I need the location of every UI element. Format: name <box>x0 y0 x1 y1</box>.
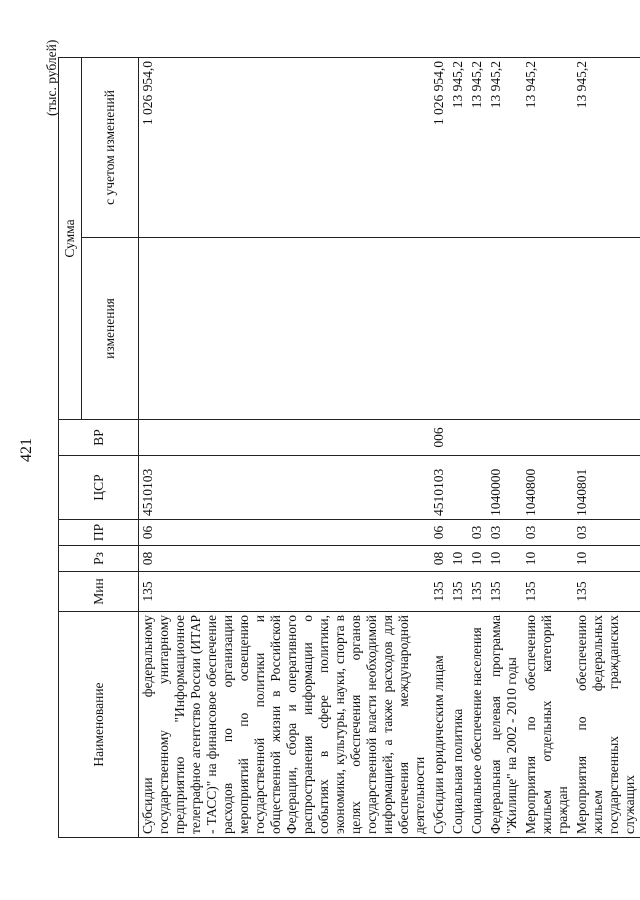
cell-rz: 10 <box>522 546 573 572</box>
cell-csr: 1040800 <box>522 456 573 520</box>
cell-rz: 10 <box>468 546 487 572</box>
cell-vr <box>139 420 431 456</box>
cell-vr <box>573 420 640 456</box>
cell-with-changes: 13 945,2 <box>573 57 640 237</box>
table-row <box>573 57 640 837</box>
header-sum-group: Сумма <box>59 57 82 419</box>
cell-name: Мероприятия по обеспечению жильем отдельных категорий граждан <box>522 612 573 838</box>
cell-min: 135 <box>487 572 522 612</box>
cell-csr <box>449 456 468 520</box>
budget-table <box>58 57 640 838</box>
cell-csr: 1040000 <box>487 456 522 520</box>
cell-rz: 10 <box>487 546 522 572</box>
header-vr: ВР <box>59 420 139 456</box>
cell-vr <box>449 420 468 456</box>
cell-rz: 10 <box>449 546 468 572</box>
cell-vr: 006 <box>430 420 449 456</box>
cell-name: Субсидии федеральному государственному унитарному предприятию "Информационное телеграфное агентство России (ИТАР - ТАСС)" на финансовое обеспечение расходов по организации мероприятий по освещению государственной политики и общественной жизни в Российской Федерации, сбора и оперативного распространения информации о событиях в сфере политики, экономики, культуры, науки, спорта в целях обеспечения органов государственной власти необходимой информацией, а также расходов для обеспечения международной деятельности <box>139 612 431 838</box>
cell-changes <box>449 238 468 420</box>
cell-pr <box>449 520 468 546</box>
cell-min: 135 <box>449 572 468 612</box>
cell-csr: 4510103 <box>430 456 449 520</box>
header-with-changes: с учетом изменений <box>82 57 139 237</box>
cell-with-changes: 13 945,2 <box>522 57 573 237</box>
page-number: 421 <box>18 438 35 462</box>
cell-with-changes: 1 026 954,0 <box>430 57 449 237</box>
cell-changes <box>573 238 640 420</box>
cell-min: 135 <box>430 572 449 612</box>
header-csr: ЦСР <box>59 456 139 520</box>
table-row <box>487 57 522 837</box>
header-pr: ПР <box>59 520 139 546</box>
header-min: Мин <box>59 572 139 612</box>
cell-changes <box>430 238 449 420</box>
cell-with-changes: 13 945,2 <box>468 57 487 237</box>
cell-name: Социальная политика <box>449 612 468 838</box>
cell-changes <box>487 238 522 420</box>
table-row <box>430 57 449 837</box>
header-row-top <box>59 57 82 837</box>
cell-with-changes: 13 945,2 <box>487 57 522 237</box>
table-row <box>139 57 431 837</box>
cell-name: Социальное обеспечение населения <box>468 612 487 838</box>
cell-min: 135 <box>468 572 487 612</box>
cell-csr: 4510103 <box>139 456 431 520</box>
table-row <box>522 57 573 837</box>
cell-pr: 06 <box>430 520 449 546</box>
cell-changes <box>139 238 431 420</box>
cell-pr: 03 <box>487 520 522 546</box>
cell-min: 135 <box>522 572 573 612</box>
cell-pr: 03 <box>522 520 573 546</box>
cell-with-changes: 13 945,2 <box>449 57 468 237</box>
header-rz: Рз <box>59 546 139 572</box>
cell-pr: 03 <box>468 520 487 546</box>
cell-name: Мероприятия по обеспечению жильем федеральных государственных гражданских служащих <box>573 612 640 838</box>
cell-changes <box>468 238 487 420</box>
cell-name: Федеральная целевая программа "Жилище" на 2002 - 2010 годы <box>487 612 522 838</box>
table-row <box>449 57 468 837</box>
header-name: Наименование <box>59 612 139 838</box>
cell-min: 135 <box>573 572 640 612</box>
cell-vr <box>468 420 487 456</box>
cell-csr: 1040801 <box>573 456 640 520</box>
cell-rz: 10 <box>573 546 640 572</box>
cell-pr: 06 <box>139 520 431 546</box>
cell-with-changes: 1 026 954,0 <box>139 57 431 237</box>
header-changes: изменения <box>82 238 139 420</box>
table-row <box>468 57 487 837</box>
cell-rz: 08 <box>430 546 449 572</box>
cell-vr <box>522 420 573 456</box>
cell-name: Субсидии юридическим лицам <box>430 612 449 838</box>
cell-min: 135 <box>139 572 431 612</box>
cell-changes <box>522 238 573 420</box>
cell-pr: 03 <box>573 520 640 546</box>
cell-vr <box>487 420 522 456</box>
unit-label: (тыс. рублей) <box>44 39 59 116</box>
cell-rz: 08 <box>139 546 431 572</box>
cell-csr <box>468 456 487 520</box>
